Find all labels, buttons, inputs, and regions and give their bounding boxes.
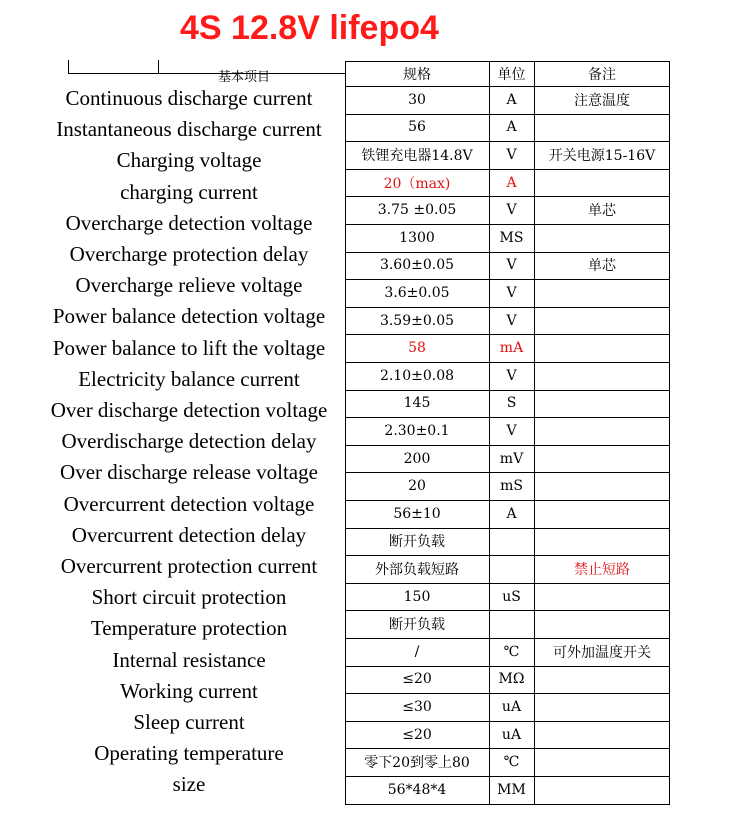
table-row-divider — [345, 252, 670, 253]
note-cell: 注意温度 — [574, 92, 630, 109]
note-cell — [534, 334, 670, 362]
spec-cell: 58 — [408, 340, 426, 357]
parameter-label: Internal resistance — [112, 647, 266, 672]
unit-cell: uA — [501, 726, 522, 743]
note-cell: 单芯 — [588, 258, 616, 275]
note-cell: 开关电源15-16V — [548, 147, 656, 164]
parameter-label: Temperature protection — [90, 616, 288, 641]
table-row-divider — [345, 776, 670, 777]
table-row-divider — [345, 279, 670, 280]
note-cell: 单芯 — [588, 203, 616, 220]
unit-cell: MM — [497, 781, 526, 798]
table-column-divider — [534, 61, 535, 804]
table-row-divider — [345, 472, 670, 473]
parameter-label: Overdischarge detection delay — [61, 429, 317, 454]
unit-cell: A — [506, 505, 517, 522]
note-cell — [534, 528, 670, 556]
table-row-divider — [345, 141, 670, 142]
table-column-divider — [669, 61, 670, 804]
parameter-label: Working current — [120, 678, 258, 703]
table-row-divider — [345, 224, 670, 225]
spec-cell: ≤30 — [402, 698, 432, 715]
unit-cell: V — [506, 202, 517, 219]
parameter-label: Over discharge detection voltage — [50, 398, 328, 422]
unit-cell: uS — [502, 588, 521, 605]
table-row-divider — [345, 196, 670, 197]
unit-cell: ℃ — [503, 643, 520, 660]
spec-cell: 56±10 — [393, 505, 441, 522]
spec-cell: 1300 — [399, 229, 435, 246]
note-cell: 禁止短路 — [574, 561, 630, 578]
unit-cell: V — [506, 422, 517, 439]
table-row-divider — [345, 86, 670, 87]
note-cell — [534, 279, 670, 307]
spec-cell: ≤20 — [402, 726, 432, 743]
unit-cell: A — [506, 174, 517, 191]
note-cell — [534, 169, 670, 197]
note-cell — [534, 748, 670, 776]
parameter-label: Charging voltage — [116, 148, 262, 173]
note-cell — [534, 610, 670, 638]
header-note: 备注 — [588, 66, 616, 83]
parameter-label: Short circuit protection — [91, 585, 287, 610]
note-cell — [534, 445, 670, 473]
spec-table — [345, 61, 670, 806]
item-header-label: 基本项目 — [218, 70, 271, 85]
table-row-divider — [345, 445, 670, 446]
spec-cell: 20 — [408, 478, 426, 495]
table-row-divider — [345, 610, 670, 611]
note-cell — [534, 693, 670, 721]
unit-cell: mS — [500, 478, 523, 495]
parameter-label: Instantaneous discharge current — [56, 117, 322, 142]
note-cell — [534, 583, 670, 611]
table-row-divider — [345, 169, 670, 170]
spec-cell: 56 — [408, 119, 426, 136]
table-column-divider — [345, 61, 346, 804]
parameter-label: Overcurrent detection voltage — [63, 491, 315, 516]
spec-cell: 3.59±0.05 — [379, 312, 455, 329]
header-spec: 规格 — [403, 66, 431, 83]
spec-cell: 断开负载 — [389, 617, 445, 634]
note-cell — [534, 500, 670, 528]
table-row-divider — [345, 555, 670, 556]
unit-cell: V — [506, 312, 517, 329]
parameter-label: Operating temperature — [94, 741, 284, 766]
spec-cell: 200 — [403, 450, 431, 467]
header-unit: 单位 — [497, 66, 526, 83]
table-row-divider — [345, 334, 670, 335]
note-cell — [534, 224, 670, 252]
spec-cell: 56*48*4 — [387, 781, 447, 798]
spec-cell: / — [414, 643, 420, 660]
table-row-divider — [345, 390, 670, 391]
note-cell — [534, 417, 670, 445]
note-cell — [534, 666, 670, 694]
note-cell — [534, 721, 670, 749]
unit-cell: A — [506, 91, 517, 108]
unit-cell: uA — [501, 698, 522, 715]
table-row-divider — [345, 500, 670, 501]
table-row-divider — [345, 666, 670, 667]
page-title: 4S 12.8V lifepo4 — [180, 9, 439, 47]
table-row-divider — [345, 528, 670, 529]
item-header-cut — [68, 58, 346, 85]
spec-cell: 20（max) — [383, 175, 451, 192]
table-row-divider — [345, 693, 670, 694]
spec-cell: ≤20 — [402, 671, 432, 688]
unit-cell: A — [506, 119, 517, 136]
parameter-label: Over discharge release voltage — [60, 460, 318, 485]
parameter-label: Overcurrent protection current — [60, 554, 318, 578]
unit-cell: MS — [499, 229, 524, 246]
note-cell — [534, 472, 670, 500]
note-cell — [534, 390, 670, 418]
spec-cell: 145 — [403, 395, 431, 412]
note-cell — [534, 362, 670, 390]
parameter-label: Overcharge protection delay — [69, 242, 309, 266]
spec-cell: 零下20到零上80 — [364, 755, 470, 772]
note-cell — [534, 307, 670, 335]
note-cell — [534, 776, 670, 804]
table-row-divider — [345, 114, 670, 115]
unit-cell: S — [506, 395, 517, 412]
spec-cell: 铁锂充电器14.8V — [361, 147, 473, 164]
unit-cell — [489, 555, 534, 583]
table-column-divider — [489, 61, 490, 804]
spec-cell: 30 — [408, 91, 426, 108]
unit-cell — [489, 528, 534, 556]
table-row-divider — [345, 307, 670, 308]
unit-cell — [489, 610, 534, 638]
unit-cell: ℃ — [503, 754, 520, 771]
note-cell — [534, 114, 670, 142]
table-row-divider — [345, 362, 670, 363]
spec-cell: 3.6±0.05 — [384, 284, 450, 301]
table-row-divider — [345, 748, 670, 749]
parameter-label: size — [172, 772, 206, 797]
table-row-divider — [345, 721, 670, 722]
table-row-divider — [345, 417, 670, 418]
table-row-divider — [345, 638, 670, 639]
unit-cell: V — [506, 257, 517, 274]
spec-cell: 断开负载 — [389, 534, 445, 551]
parameter-label: Power balance detection voltage — [52, 304, 326, 329]
table-row-divider — [345, 61, 670, 62]
parameter-label: Overcurrent detection delay — [71, 522, 307, 547]
parameter-label: Sleep current — [133, 710, 245, 734]
spec-cell: 3.60±0.05 — [379, 257, 455, 274]
spec-cell: 2.10±0.08 — [379, 367, 455, 384]
spec-cell: 外部负载短路 — [375, 561, 459, 578]
parameter-label: Power balance to lift the voltage — [52, 335, 326, 360]
note-cell: 可外加温度开关 — [553, 644, 651, 661]
table-row-divider — [345, 804, 670, 805]
parameter-label: Continuous discharge current — [65, 86, 313, 110]
unit-cell: MΩ — [498, 671, 525, 688]
parameter-label: Electricity balance current — [78, 366, 300, 391]
spec-cell: 2.30±0.1 — [384, 422, 450, 439]
parameter-label: charging current — [120, 179, 258, 204]
unit-cell: V — [506, 367, 517, 384]
unit-cell: mA — [499, 340, 524, 357]
unit-cell: mV — [499, 450, 524, 467]
table-row-divider — [345, 583, 670, 584]
spec-cell: 3.75 ±0.05 — [377, 202, 457, 219]
parameter-label: Overcharge detection voltage — [65, 210, 313, 235]
spec-cell: 150 — [403, 588, 431, 605]
parameter-label: Overcharge relieve voltage — [75, 273, 303, 298]
unit-cell: V — [506, 284, 517, 301]
unit-cell: V — [506, 146, 517, 163]
